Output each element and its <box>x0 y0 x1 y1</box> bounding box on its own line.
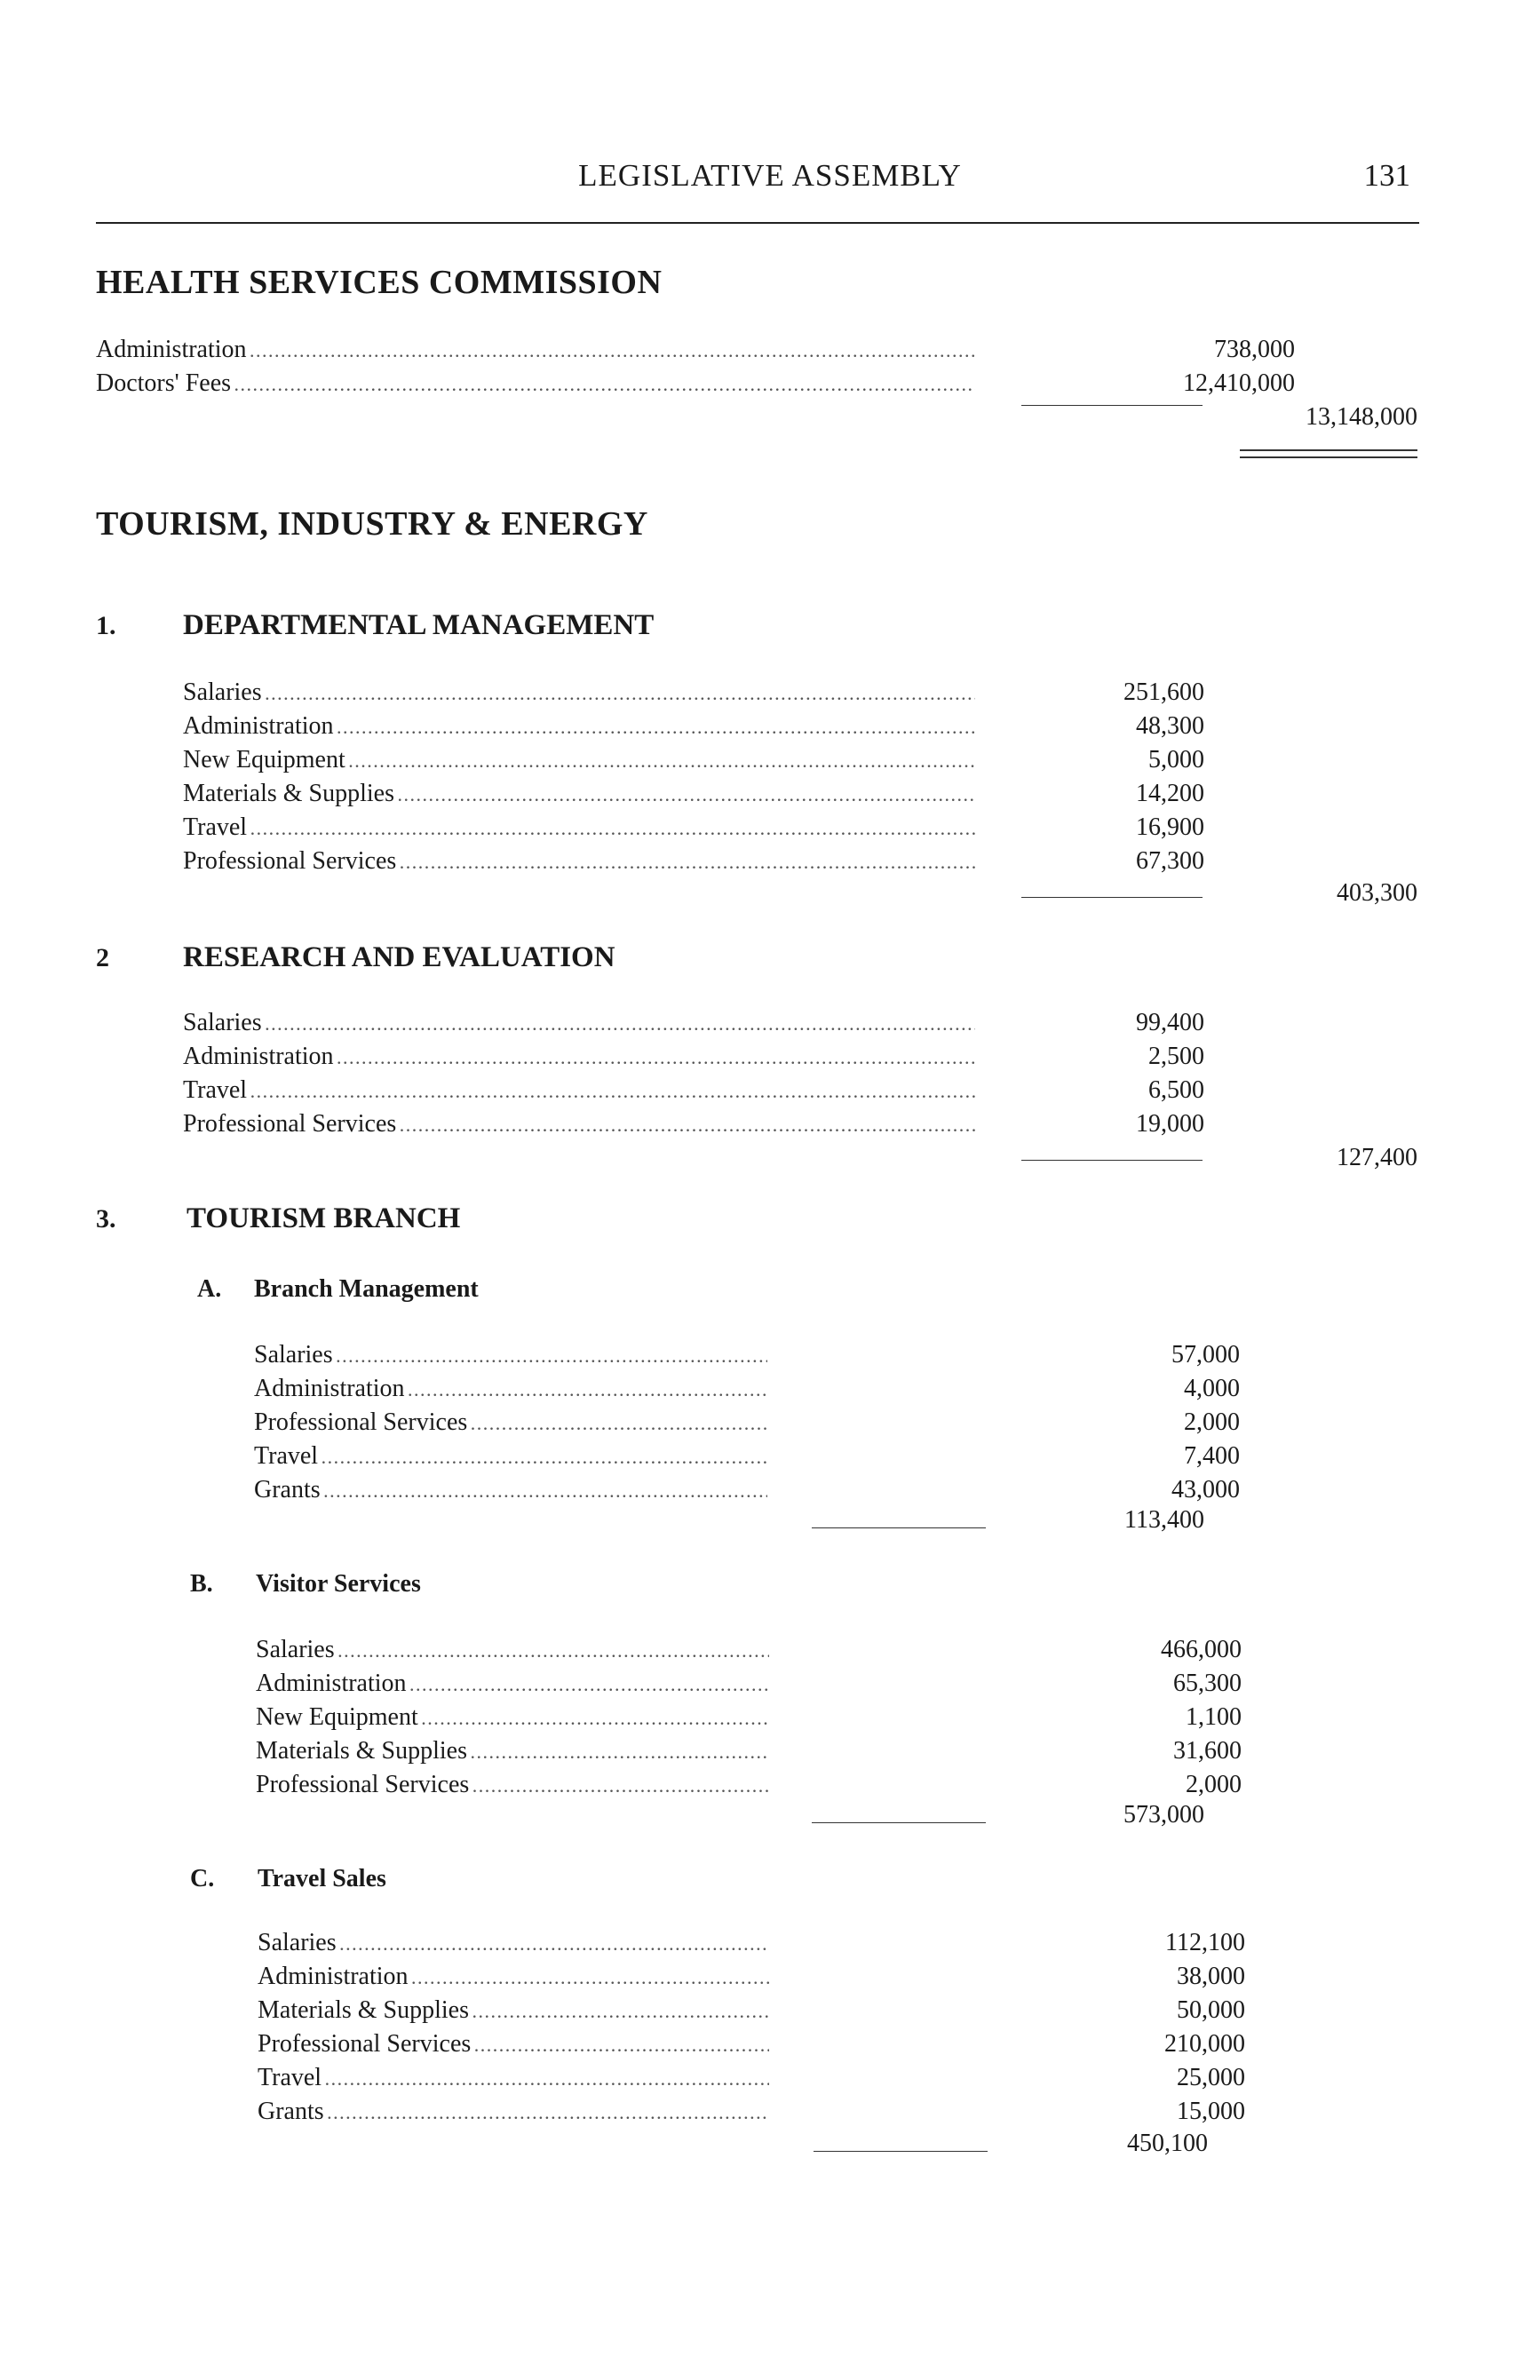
line-item-label: New Equipment . . . <box>183 746 975 774</box>
line-item-amount: 7,400 <box>1184 1442 1240 1470</box>
line-item-label: Salaries . . . <box>256 1636 769 1664</box>
line-item <box>256 1670 1242 1703</box>
page-number: 131 <box>1363 158 1410 193</box>
line-item <box>258 2064 1245 2098</box>
line-item-amount: 19,000 <box>1136 1110 1204 1138</box>
line-item-amount: 4,000 <box>1184 1375 1240 1402</box>
line-item-amount: 14,200 <box>1136 780 1204 807</box>
line-item-label: Materials & Supplies . . . <box>256 1737 769 1765</box>
line-item-amount: 2,500 <box>1148 1043 1204 1070</box>
line-item-amount: 12,410,000 <box>1183 369 1295 397</box>
line-item <box>254 1408 1240 1442</box>
section-title: RESEARCH AND EVALUATION <box>183 941 615 973</box>
line-item-label: Administration . . . <box>256 1670 769 1698</box>
line-item-label: Administration . . . <box>96 336 975 364</box>
line-item-amount: 16,900 <box>1136 813 1204 841</box>
line-item-amount: 25,000 <box>1177 2064 1245 2091</box>
section-total: 127,400 <box>1337 1144 1417 1171</box>
line-item <box>183 1009 1204 1043</box>
subtotal-rule <box>812 1527 986 1528</box>
line-item <box>258 2030 1245 2064</box>
line-item-label: Administration . . . <box>254 1375 767 1403</box>
line-item <box>183 1076 1204 1110</box>
line-item-label: Administration . . . <box>258 1963 769 1991</box>
line-item-label: Travel . . . <box>183 1076 975 1105</box>
subsection-total: 573,000 <box>1123 1801 1204 1829</box>
section-number: 3. <box>96 1204 116 1234</box>
line-item <box>183 712 1204 746</box>
line-item <box>258 2098 1245 2131</box>
line-item-label: Doctors' Fees . . . <box>96 369 975 398</box>
line-item <box>183 780 1204 813</box>
line-item <box>254 1442 1240 1476</box>
line-item-amount: 99,400 <box>1136 1009 1204 1036</box>
section-number: 1. <box>96 611 116 640</box>
line-item <box>254 1341 1240 1375</box>
line-item-amount: 251,600 <box>1123 678 1204 706</box>
line-item-label: Materials & Supplies . . . <box>183 780 975 808</box>
line-item-label: Professional Services . . . <box>258 2030 769 2059</box>
line-item-amount: 6,500 <box>1148 1076 1204 1104</box>
line-item-label: Professional Services . . . <box>254 1408 767 1437</box>
line-item <box>183 678 1204 712</box>
line-item-amount: 210,000 <box>1164 2030 1245 2058</box>
line-item <box>183 1110 1204 1144</box>
section-title: DEPARTMENTAL MANAGEMENT <box>183 609 655 641</box>
health-title: HEALTH SERVICES COMMISSION <box>96 264 663 301</box>
section-total: 13,148,000 <box>1306 403 1417 431</box>
line-item-amount: 38,000 <box>1177 1963 1245 1990</box>
line-item-label: Professional Services . . . <box>183 1110 975 1138</box>
line-item-amount: 5,000 <box>1148 746 1204 774</box>
line-item-amount: 57,000 <box>1171 1341 1240 1368</box>
line-item <box>96 369 1295 403</box>
line-item-amount: 43,000 <box>1171 1476 1240 1503</box>
line-item-label: Professional Services . . . <box>256 1771 769 1799</box>
line-item-label: Salaries . . . <box>183 1009 975 1037</box>
line-item-amount: 15,000 <box>1177 2098 1245 2125</box>
line-item <box>256 1771 1242 1805</box>
line-item-label: Travel . . . <box>254 1442 767 1471</box>
total-double-rule <box>1240 449 1417 458</box>
line-item-label: Travel . . . <box>258 2064 769 2092</box>
line-item <box>258 1929 1245 1963</box>
subsection-total: 450,100 <box>1127 2130 1208 2157</box>
line-item-amount: 466,000 <box>1161 1636 1242 1663</box>
subsection-letter: C. <box>190 1865 215 1892</box>
line-item-label: Salaries . . . <box>258 1929 769 1957</box>
section-total: 403,300 <box>1337 879 1417 907</box>
subsection-title: Travel Sales <box>258 1865 386 1892</box>
line-item-label: Administration . . . <box>183 712 975 741</box>
line-item-amount: 738,000 <box>1214 336 1295 363</box>
line-item <box>183 813 1204 847</box>
subtotal-rule <box>812 1822 986 1823</box>
line-item-label: Grants . . . <box>254 1476 767 1504</box>
subsection-letter: A. <box>197 1275 222 1303</box>
subtotal-rule <box>1021 405 1203 406</box>
subtotal-rule <box>1021 897 1203 898</box>
subsection-letter: B. <box>190 1570 213 1598</box>
subtotal-rule <box>814 2151 988 2152</box>
subsection-title: Visitor Services <box>256 1570 421 1598</box>
header-rule <box>96 222 1419 224</box>
line-item-label: Salaries . . . <box>183 678 975 707</box>
line-item-amount: 67,300 <box>1136 847 1204 875</box>
subtotal-rule <box>1021 1160 1203 1161</box>
line-item-label: New Equipment . . . <box>256 1703 769 1732</box>
line-item <box>256 1636 1242 1670</box>
line-item <box>183 746 1204 780</box>
line-item-label: Grants . . . <box>258 2098 769 2126</box>
line-item <box>256 1703 1242 1737</box>
line-item <box>256 1737 1242 1771</box>
section-title: TOURISM BRANCH <box>187 1202 461 1234</box>
line-item <box>96 336 1295 369</box>
line-item-label: Materials & Supplies . . . <box>258 1996 769 2025</box>
line-item-amount: 2,000 <box>1186 1771 1242 1798</box>
subsection-total: 113,400 <box>1124 1506 1204 1534</box>
line-item-label: Travel . . . <box>183 813 975 842</box>
subsection-title: Branch Management <box>254 1275 479 1303</box>
line-item-amount: 48,300 <box>1136 712 1204 740</box>
line-item <box>258 1996 1245 2030</box>
line-item <box>254 1476 1240 1510</box>
line-item-amount: 1,100 <box>1186 1703 1242 1731</box>
line-item <box>254 1375 1240 1408</box>
page-header <box>0 158 1540 202</box>
running-title: LEGISLATIVE ASSEMBLY <box>578 158 962 193</box>
section-number: 2 <box>96 943 109 972</box>
line-item <box>258 1963 1245 1996</box>
line-item-label: Salaries . . . <box>254 1341 767 1369</box>
line-item-label: Professional Services . . . <box>183 847 975 876</box>
line-item <box>183 1043 1204 1076</box>
line-item-amount: 2,000 <box>1184 1408 1240 1436</box>
line-item-amount: 31,600 <box>1173 1737 1242 1765</box>
line-item-amount: 65,300 <box>1173 1670 1242 1697</box>
line-item-label: Administration . . . <box>183 1043 975 1071</box>
line-item-amount: 112,100 <box>1165 1929 1245 1956</box>
line-item-amount: 50,000 <box>1177 1996 1245 2024</box>
line-item <box>183 847 1204 881</box>
tourism-title: TOURISM, INDUSTRY & ENERGY <box>96 505 648 543</box>
